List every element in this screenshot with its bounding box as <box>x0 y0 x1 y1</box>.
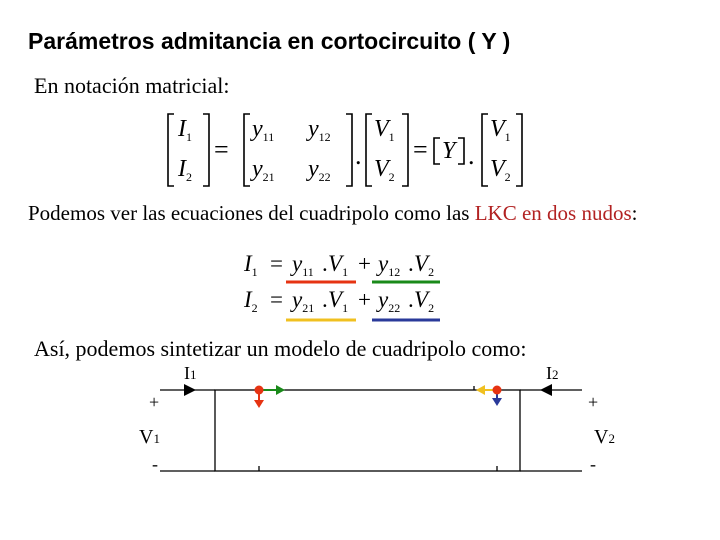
label-v2: V2 <box>594 426 615 448</box>
m-I2: $I_2$ <box>178 156 192 184</box>
current-arrow-i1 <box>184 384 196 396</box>
svg-text:.: . <box>408 251 414 276</box>
circuit-diagram <box>0 360 720 540</box>
svg-text:y12: $y_{12}$ <box>378 251 401 279</box>
label-i2: I2 <box>546 363 559 383</box>
bracket-left-y <box>244 114 250 186</box>
equation-1 <box>243 251 434 279</box>
bracket-left-v2 <box>482 114 488 186</box>
m-dot2: . <box>468 141 475 170</box>
svg-text:.: . <box>322 287 328 312</box>
svg-text:=: = <box>270 251 283 276</box>
svg-text:V2: $V_2$ <box>414 251 435 279</box>
m-V2b: $V_2$ <box>490 156 511 184</box>
paragraph-pre: Podemos ver las ecuaciones del cuadripolo como las <box>28 201 475 225</box>
right-current-sources <box>476 385 502 406</box>
m-eq1: = <box>214 135 229 164</box>
m-y22: $y_{22}$ <box>308 156 331 184</box>
m-dot1: . <box>355 141 362 170</box>
svg-text:V1: $V_1$ <box>328 287 349 315</box>
bracket-left-i <box>168 114 174 186</box>
matrix-equation <box>150 108 540 190</box>
bracket-right-v <box>402 114 408 186</box>
left-current-sources <box>254 385 285 408</box>
svg-text:.: . <box>322 251 328 276</box>
svg-text:y11: $y_{11}$ <box>292 251 314 279</box>
svg-text:.: . <box>408 287 414 312</box>
minus-left: - <box>152 454 158 474</box>
plus-right: + <box>588 392 599 412</box>
equation-2 <box>243 287 434 315</box>
svg-text:+: + <box>358 251 371 276</box>
label-v1: V1 <box>139 426 160 448</box>
svg-text:+: + <box>358 287 371 312</box>
m-Y: Y <box>442 138 456 164</box>
current-arrow-i2 <box>540 384 552 396</box>
minus-right: - <box>590 454 596 474</box>
bracket-left-v <box>366 114 372 186</box>
lkc-paragraph <box>28 198 680 229</box>
svg-text:V2: $V_2$ <box>414 287 435 315</box>
bracket-left-Y <box>434 138 440 164</box>
bracket-right-Y <box>458 138 464 164</box>
m-V1b: $V_1$ <box>490 116 511 144</box>
paragraph-post: : <box>631 201 638 225</box>
m-V1: $V_1$ <box>374 116 395 144</box>
svg-text:y22: $y_{22}$ <box>378 287 401 315</box>
m-y11: $y_{11}$ <box>252 116 275 144</box>
paragraph-highlight: LKC en dos nudos <box>474 201 632 225</box>
m-y12: $y_{12}$ <box>308 116 331 144</box>
node-equations <box>240 244 460 324</box>
svg-text:y21: $y_{21}$ <box>292 287 315 315</box>
svg-text:=: = <box>270 287 283 312</box>
m-I1: $I_1$ <box>178 116 192 144</box>
m-V2: $V_2$ <box>374 156 395 184</box>
synth-text: Así, podemos sintetizar un modelo de cuadripolo como: <box>34 336 527 361</box>
bracket-right-i <box>203 114 209 186</box>
matrix-intro-text: En notación matricial: <box>34 73 230 98</box>
plus-left: + <box>149 392 160 412</box>
bracket-right-v2 <box>516 114 522 186</box>
m-y21: $y_{21}$ <box>252 156 275 184</box>
svg-text:I1: $I_1$ <box>244 251 258 279</box>
svg-text:I2: $I_2$ <box>244 287 258 315</box>
label-i1: I1 <box>184 363 197 383</box>
m-eq2: = <box>413 135 428 164</box>
page-title: Parámetros admitancia en cortocircuito ( Y ) <box>28 28 511 54</box>
svg-text:V1: $V_1$ <box>328 251 349 279</box>
bracket-right-y <box>346 114 352 186</box>
